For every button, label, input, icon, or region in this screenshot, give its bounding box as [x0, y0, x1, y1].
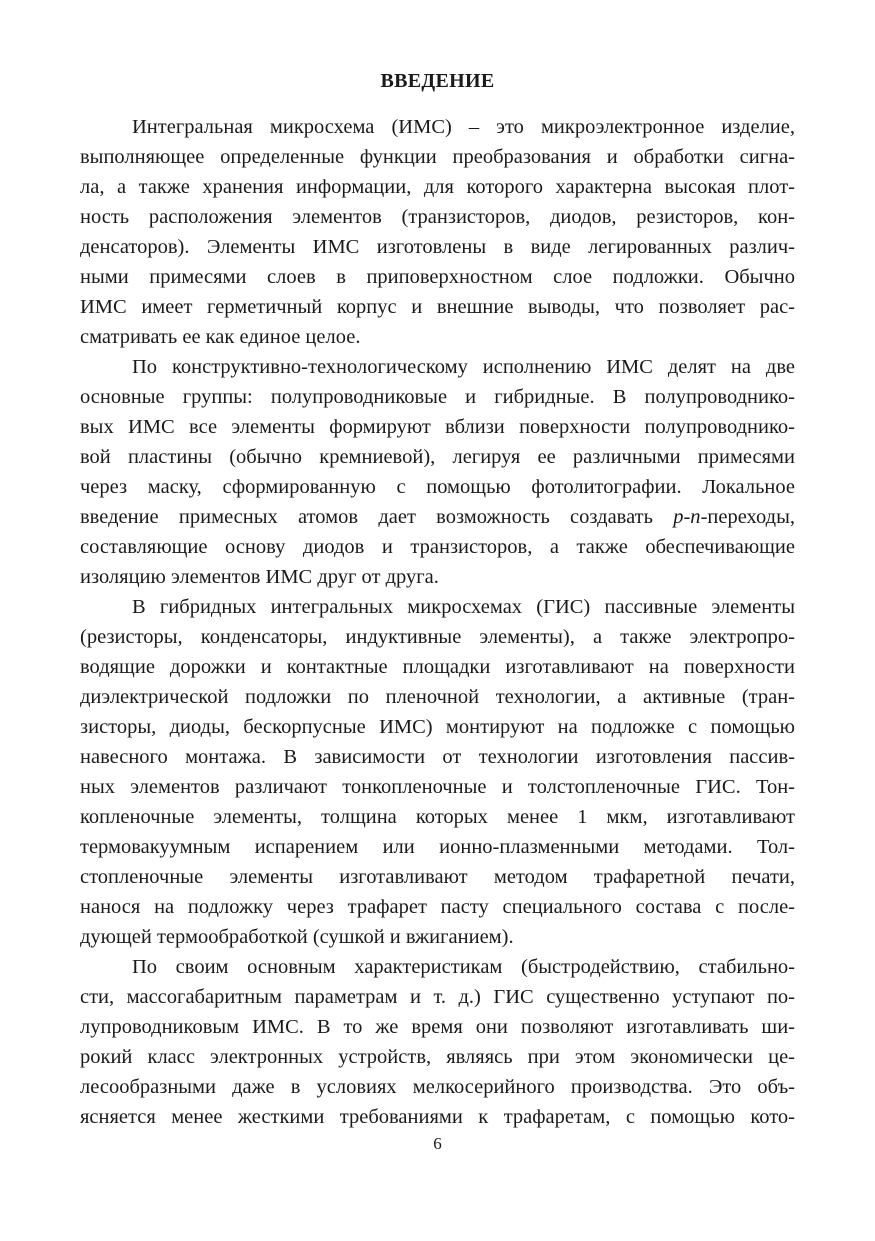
text-line: дующей термообработкой (сушкой и вжиганием). — [80, 926, 514, 948]
text-line: навесного монтажа. В зависимости от технологии изготовления пассив- — [80, 746, 795, 768]
text-line: копленочные элементы, толщина которых менее 1 мкм, изготавливают — [80, 806, 795, 828]
text-line: По своим основным характеристикам (быстродействию, стабильно- — [132, 956, 795, 978]
text-line: лесообразными даже в условиях мелкосерийного производства. Это объ- — [80, 1076, 795, 1098]
text-line: зисторы, диоды, бескорпусные ИМС) монтируют на подложке с помощью — [80, 716, 795, 738]
page-heading: ВВЕДЕНИЕ — [380, 70, 495, 92]
text-line: По конструктивно-технологическому исполнению ИМС делят на две — [132, 356, 795, 378]
italic-term: p-n — [673, 506, 701, 528]
page-number: 6 — [433, 1134, 442, 1153]
text-line: составляющие основу диодов и транзисторов, а также обеспечивающие — [80, 536, 795, 558]
text-line: вой пластины (обычно кремниевой), легируя ее различными примесями — [80, 446, 795, 468]
text-line: сти, массогабаритным параметрам и т. д.) ГИС существенно уступают по- — [80, 986, 795, 1008]
paragraph-1 — [80, 112, 795, 352]
text-line: введение примесных атомов дает возможность создавать p-n-переходы, — [80, 506, 795, 528]
text-line: вых ИМС все элементы формируют вблизи поверхности полупроводнико- — [80, 416, 795, 438]
text-line: В гибридных интегральных микросхемах (ГИС) пассивные элементы — [132, 596, 795, 618]
text-line: Интегральная микросхема (ИМС) – это микроэлектронное изделие, — [132, 116, 795, 138]
text-line: ла, а также хранения информации, для которого характерна высокая плот- — [80, 176, 795, 198]
paragraph-4 — [80, 952, 795, 1132]
text-line: нанося на подложку через трафарет пасту специального состава с после- — [80, 896, 795, 918]
text-line: ными примесями слоев в приповерхностном слое подложки. Обычно — [80, 266, 795, 288]
text-line: ясняется менее жесткими требованиями к трафаретам, с помощью кото- — [80, 1106, 795, 1128]
text-line: рокий класс электронных устройств, являясь при этом экономически це- — [80, 1046, 795, 1068]
text-line: ность расположения элементов (транзисторов, диодов, резисторов, кон- — [80, 206, 795, 228]
text-line: термовакуумным испарением или ионно-плазменными методами. Тол- — [80, 836, 795, 858]
text-line: выполняющее определенные функции преобразования и обработки сигна- — [80, 146, 795, 168]
text-line: диэлектрической подложки по пленочной технологии, а активные (тран- — [80, 686, 795, 708]
paragraph-3 — [80, 592, 795, 952]
paragraph-2 — [80, 352, 795, 592]
text-line: ИМС имеет герметичный корпус и внешние выводы, что позволяет рас- — [80, 296, 795, 318]
text-line: изоляцию элементов ИМС друг от друга. — [80, 566, 439, 588]
text-line: ных элементов различают тонкопленочные и толстопленочные ГИС. Тон- — [80, 776, 795, 798]
text-line: (резисторы, конденсаторы, индуктивные элементы), а также электропро- — [80, 626, 795, 648]
text-line: водящие дорожки и контактные площадки изготавливают на поверхности — [80, 656, 795, 678]
text-line: основные группы: полупроводниковые и гибридные. В полупроводнико- — [80, 386, 795, 408]
text-line: через маску, сформированную с помощью фотолитографии. Локальное — [80, 476, 795, 498]
text-line: сматривать ее как единое целое. — [80, 326, 361, 348]
text-line: денсаторов). Элементы ИМС изготовлены в виде легированных различ- — [80, 236, 795, 258]
text-line: лупроводниковым ИМС. В то же время они позволяют изготавливать ши- — [80, 1016, 795, 1038]
text-line: стопленочные элементы изготавливают методом трафаретной печати, — [80, 866, 795, 888]
body-text — [80, 112, 795, 1132]
